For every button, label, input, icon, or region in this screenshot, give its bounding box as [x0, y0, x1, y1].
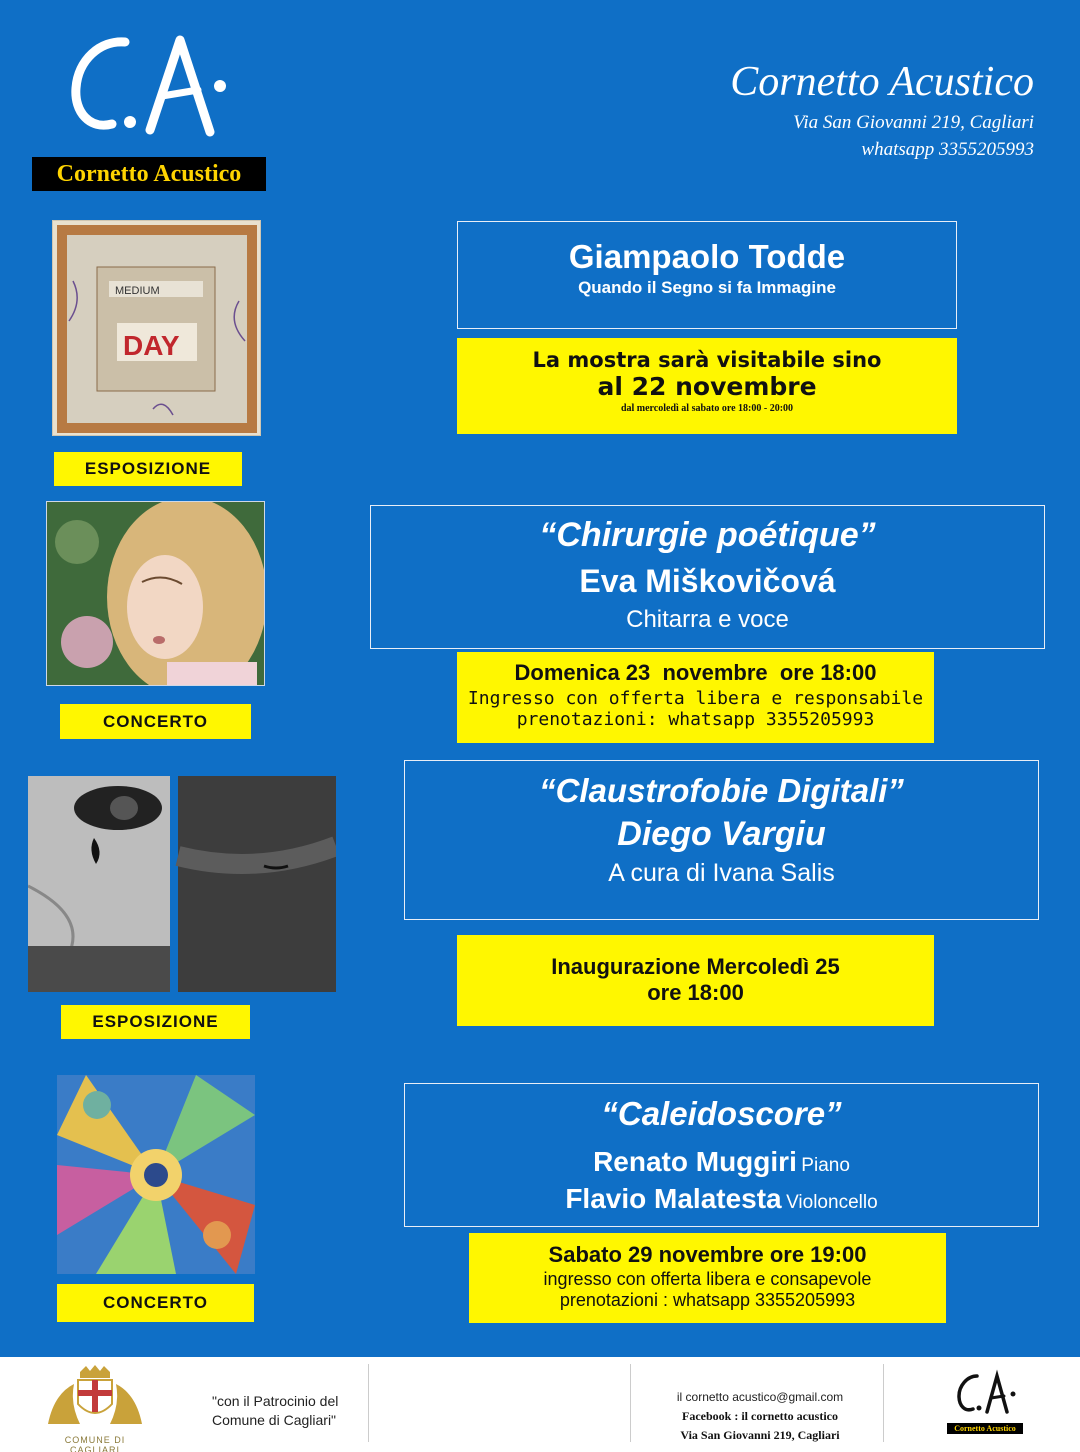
event4-performer2: Flavio Malatesta — [565, 1183, 782, 1214]
event3-detail: A cura di Ivana Salis — [608, 859, 835, 887]
header-logo — [30, 20, 270, 195]
framed-artwork-icon — [53, 221, 262, 437]
singer-portrait-icon — [47, 502, 265, 686]
event4-image — [57, 1075, 255, 1274]
ca-logo-small-icon — [947, 1368, 1027, 1418]
event2-info-box — [457, 652, 934, 743]
event1-info-box — [457, 338, 957, 434]
event2-info-line3: prenotazioni: whatsapp 3355205993 — [516, 709, 875, 730]
event3-info-box — [457, 935, 934, 1026]
event4-title: “Caleidoscore” — [601, 1095, 842, 1132]
event4-tag: CONCERTO — [57, 1284, 254, 1322]
event2-detail: Chitarra e voce — [626, 606, 789, 633]
patronage-line2: Comune di Cagliari" — [212, 1412, 337, 1428]
logo-banner: Cornetto Acustico — [32, 157, 266, 191]
event2-info-line2: Ingresso con offerta libera e responsabile — [467, 688, 924, 709]
kaleidoscope-painting-icon — [57, 1075, 255, 1274]
event4-instrument2: Violoncello — [786, 1192, 878, 1213]
event3-info-line2: ore 18:00 — [647, 980, 744, 1005]
event2-info-line1: Domenica 23 novembre ore 18:00 — [514, 660, 877, 685]
venue-phone: whatsapp 3355205993 — [861, 139, 1034, 160]
event3-tag: ESPOSIZIONE — [61, 1005, 250, 1039]
event2-tag: CONCERTO — [60, 704, 251, 739]
event2-title: “Chirurgie poétique” — [539, 516, 876, 554]
event1-tag: ESPOSIZIONE — [54, 452, 242, 486]
event4-performer2-row — [404, 1183, 1039, 1215]
ca-logo-icon — [30, 20, 270, 150]
event1-title: Giampaolo Todde — [568, 238, 846, 275]
event3-info-line1: Inaugurazione Mercoledì 25 — [551, 954, 840, 979]
footer — [0, 1357, 1080, 1452]
footer-logo-banner: Cornetto Acustico — [947, 1423, 1023, 1434]
event4-info-line1: Sabato 29 novembre ore 19:00 — [548, 1242, 867, 1267]
footer-divider — [368, 1364, 369, 1442]
footer-facebook[interactable]: Facebook : il cornetto acustico — [682, 1409, 838, 1423]
event3-image — [28, 776, 336, 992]
footer-divider — [883, 1364, 884, 1442]
event1-info-line3: dal mercoledì al sabato ore 18:00 - 20:00 — [620, 403, 794, 414]
event4-performer1-row — [404, 1146, 1039, 1178]
event4-performer1: Renato Muggiri — [593, 1146, 797, 1177]
event4-instrument1: Piano — [801, 1155, 850, 1176]
footer-address: Via San Giovanni 219, Cagliari — [680, 1428, 840, 1442]
footer-logo — [947, 1368, 1027, 1438]
venue-name: Cornetto Acustico — [730, 59, 1034, 105]
coat-caption: COMUNE DI CAGLIARI — [64, 1435, 126, 1452]
patronage-line1: "con il Patrocinio del — [212, 1393, 339, 1409]
event1-image — [52, 220, 261, 436]
svg-text:MEDIUM: MEDIUM — [115, 285, 160, 297]
venue-address: Via San Giovanni 219, Cagliari — [793, 112, 1034, 133]
footer-email[interactable]: il cornetto acustico@gmail.com — [676, 1390, 844, 1404]
black-white-photos-icon — [28, 776, 336, 992]
coat-of-arms-icon — [40, 1364, 150, 1428]
event2-image — [46, 501, 265, 686]
event1-subtitle: Quando il Segno si fa Immagine — [578, 278, 836, 297]
event4-info-box — [469, 1233, 946, 1323]
event4-info-line3: prenotazioni : whatsapp 3355205993 — [559, 1290, 856, 1310]
event1-info-line1: La mostra sarà visitabile sino — [532, 348, 882, 372]
comune-coat-of-arms — [40, 1364, 150, 1452]
svg-text:DAY: DAY — [123, 330, 180, 361]
event2-performer: Eva Miškovičová — [579, 563, 836, 599]
footer-divider — [630, 1364, 631, 1442]
event1-info-line2: al 22 novembre — [597, 372, 817, 401]
event3-title: “Claustrofobie Digitali” — [539, 772, 904, 809]
event3-performer: Diego Vargiu — [617, 815, 826, 853]
event4-info-line2: ingresso con offerta libera e consapevole — [543, 1269, 872, 1289]
